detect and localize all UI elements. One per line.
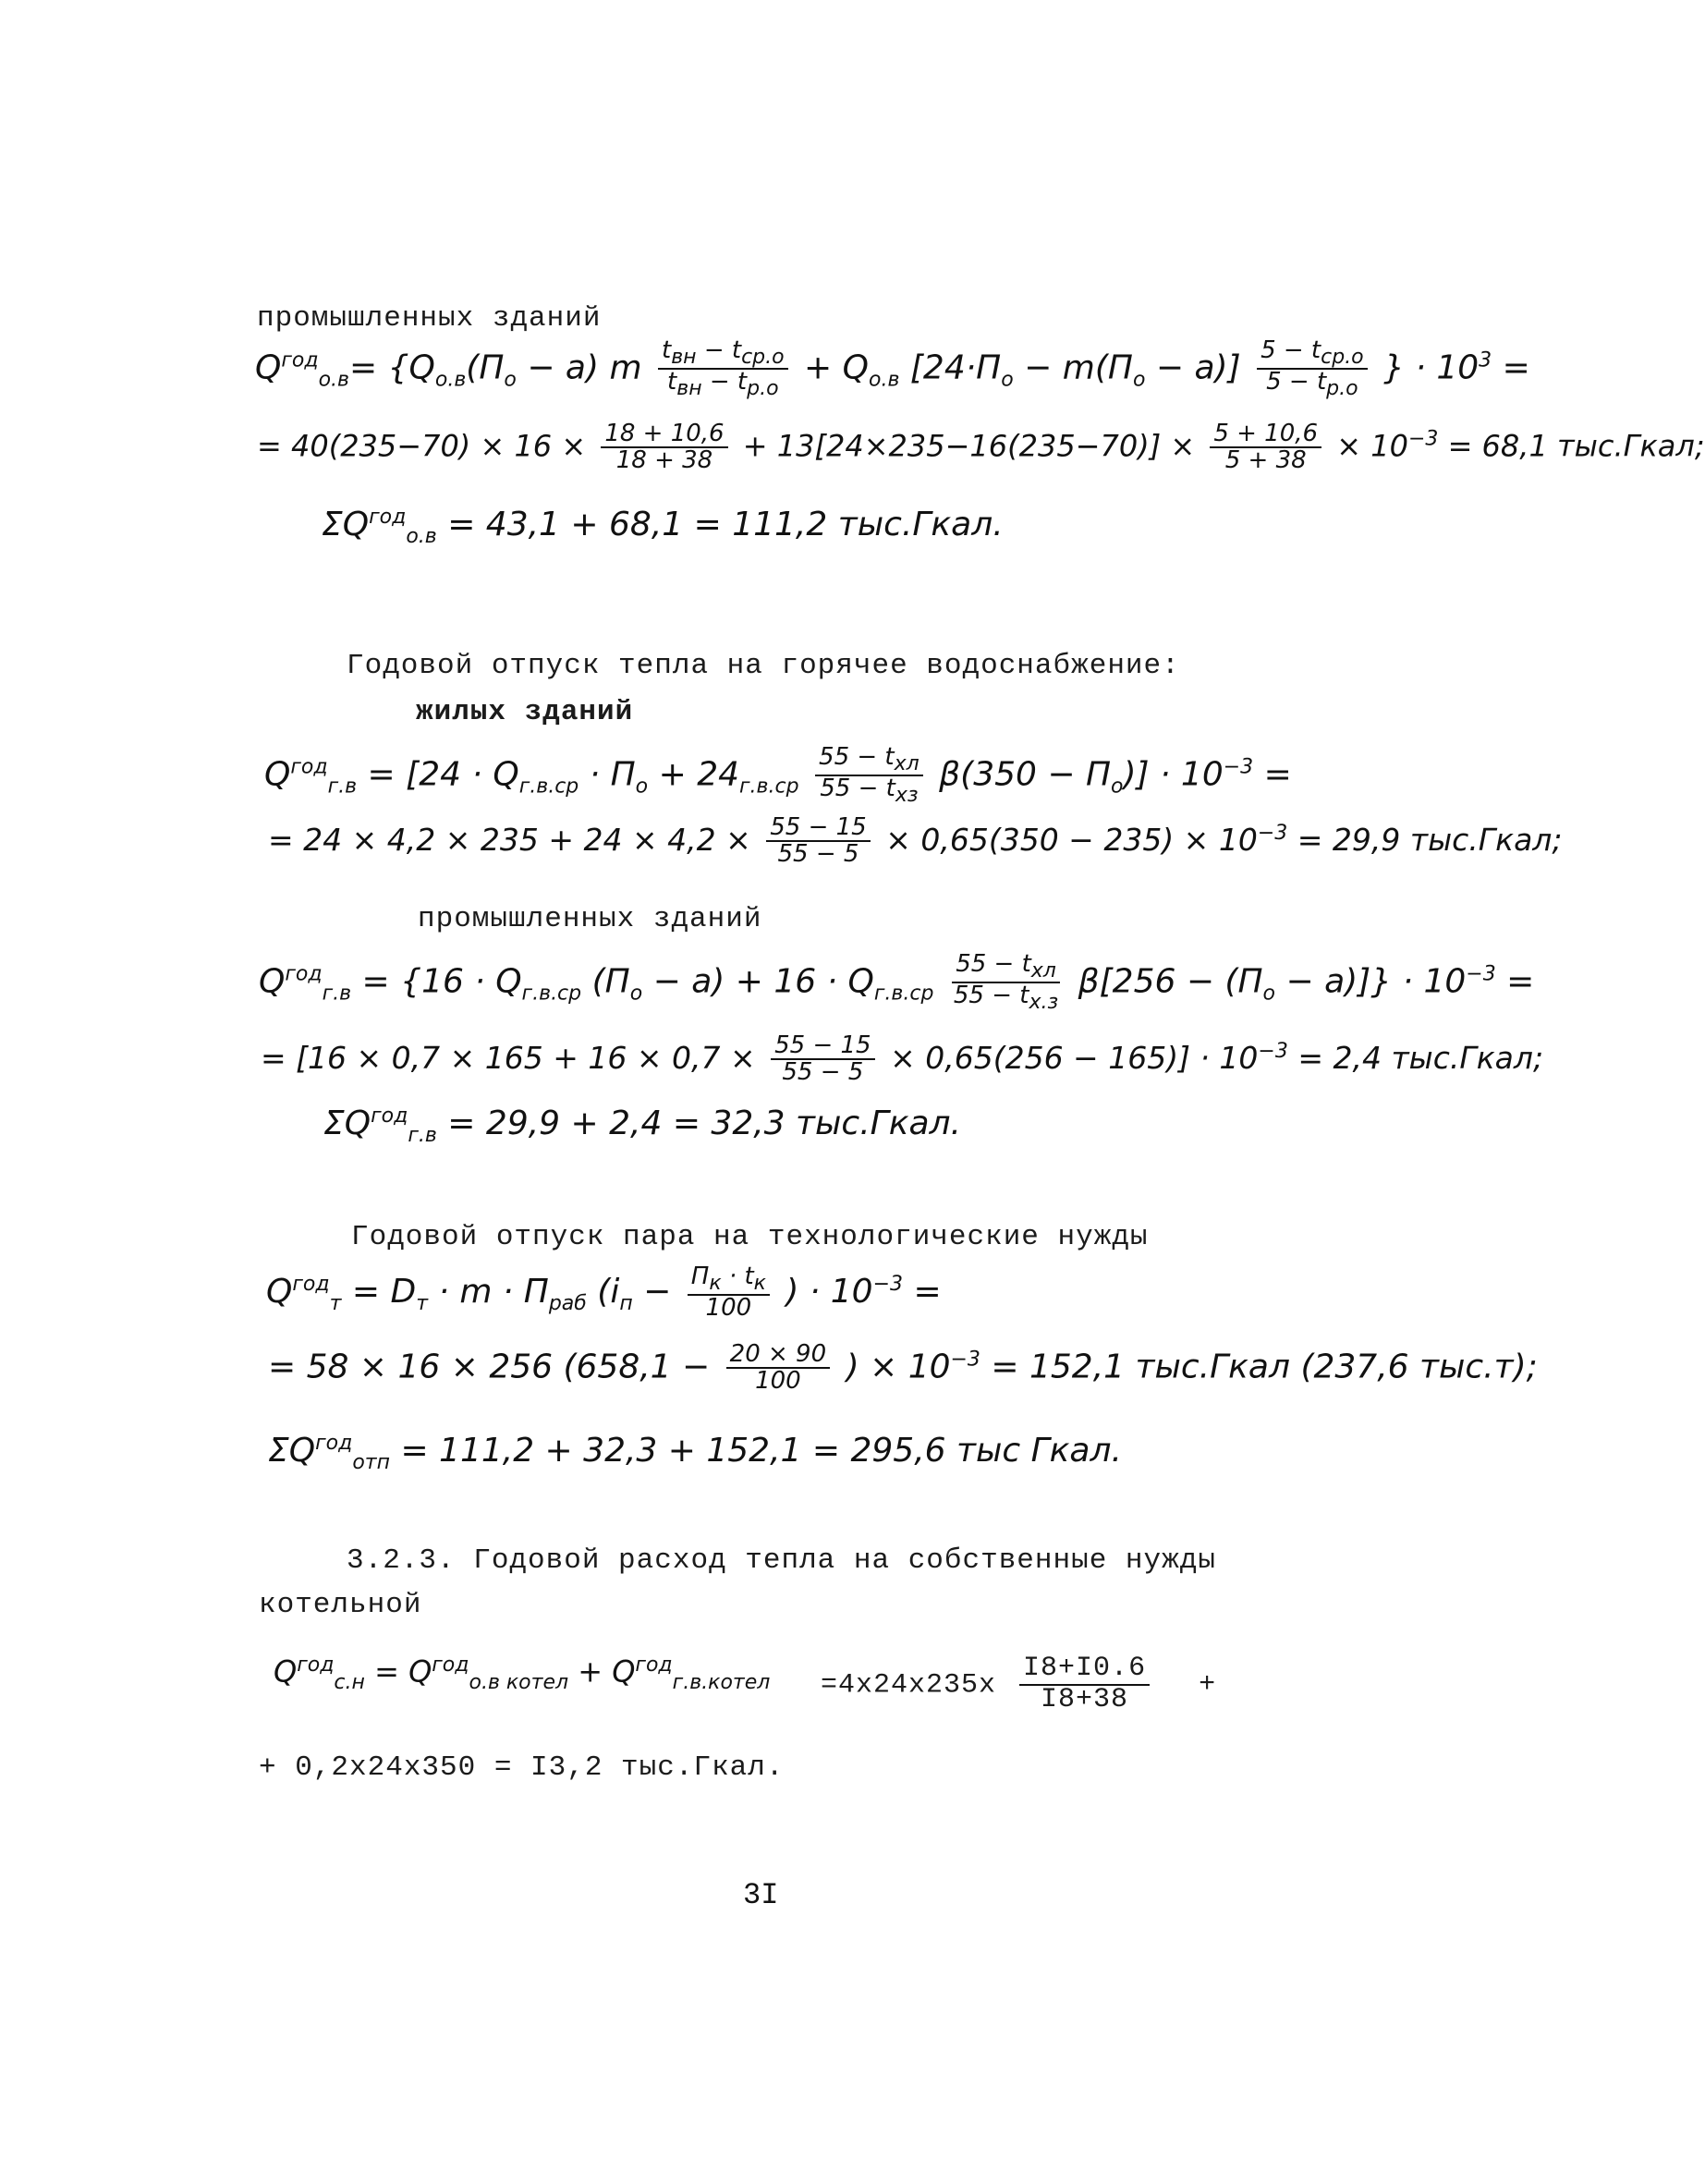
formula-steam: $Q^{год}_т = D_т \cdot m \cdot П_{раб}$ ($i_п$ − $\frac{П_к \cdot t_к}{100}$ ) · $10^{-3}$ = [266,1263,942,1323]
fraction-values-6: $\frac{I8+I0.6}{I8+38}$ [1019,1654,1150,1714]
fraction-values-3: $\frac{55 - 15}{55 - 5}$ [766,815,870,868]
subheading-residential-buildings: жилых зданий [416,696,634,728]
fraction-values-2: $\frac{5 + 10,6}{5 + 38}$ [1210,421,1321,474]
fraction-temperature: $\frac{t_{вн} - t_{ср.о}}{t_{вн} - t_{р.о}}$ [658,338,788,400]
formula-hot-water-industrial-values: = [16 × 0,7 × 165 + 16 × 0,7 × $\frac{55 - 15}{55 - 5}$ × $0,65(256 - 165)] \cdot 10^{-3} = 2,4$ тыс.Гкал; [261,1031,1544,1087]
section-3-2-3-title-cont: котельной [259,1589,422,1621]
fraction-values-1: $\frac{18 + 10,6}{18 + 38}$ [601,421,727,474]
formula-heating-industrial-values: = 40(235−70) × 16 × $\frac{18 + 10,6}{18 + 38}$ + 13[24×235−16(235−70)] × $\frac{5 + 10,6}{5 + 38}$ × $10^{-3} = 68,1$ тыс.Гкал; [257,420,1705,475]
formula-own-needs-result: + 0,2x24x350 = I3,2 тыс.Гкал. [259,1751,785,1784]
subheading-industrial-buildings: промышленных зданий [257,302,602,335]
fraction-temperature-2: $\frac{5 - t_{ср.о}}{5 - t_{р.о}}$ [1257,338,1368,400]
fraction-cold-water: $\frac{55 - t_{хл}}{55 - t_{хз}}$ [815,745,923,807]
formula-hot-water-sum: $\Sigma Q^{год}_{г.в} = 29,9 + 2,4 = 32,3$ тыс.Гкал. [323,1104,961,1148]
formula-heating-industrial: $Q^{год}_{о.в}= \{Q_{о.в}(П_о - a)$ m $\frac{t_{вн} - t_{ср.о}}{t_{вн} - t_{р.о}}$ + $Q_{о.в}$ $[24\cdot П_о - m(П_о - a)]$ $\frac{5 - t_{ср.о}}{5 - t_{р.о}}$ } · $10^3$ = [255,336,1530,401]
subheading-industrial-buildings-2: промышленных зданий [418,903,762,935]
page-number: 3I [743,1878,779,1912]
formula-hot-water-industrial: $Q^{год}_{г.в} = \{16 \cdot Q_{г.в.ср}$ $(П_о - a) + 16 \cdot Q_{г.в.ср}$ $\frac{55 - t_{хл}}{55 - t_{х.з}}$ $\beta[256 - (П_о - a)]\} \cdot 10^{-3}$ = [259,950,1535,1015]
formula-steam-values: = 58 × 16 × 256 (658,1 − $\frac{20 \times 90}{100}$ ) × $10^{-3} = 152,1$ тыс.Гкал (237,6 тыс.т); [268,1340,1538,1396]
formula-own-needs-values: =4x24x235x $\frac{I8+I0.6}{I8+38}$ + [821,1653,1217,1715]
fraction-values-5: $\frac{20 \times 90}{100}$ [726,1342,830,1395]
fraction-condensate: $\frac{П_к \cdot t_к}{100}$ [688,1264,770,1322]
fraction-cold-water-2: $\frac{55 - t_{хл}}{55 - t_{х.з}}$ [953,950,1059,1015]
formula-own-needs: $Q^{год}_{с.н} = Q^{год}_{о.в котел} + Q^{год}_{г.в.котел}$ [274,1653,771,1695]
fraction-values-4: $\frac{55 - 15}{55 - 5}$ [771,1033,874,1086]
formula-heating-sum: $\Sigma Q^{год}_{о.в} = 43,1 + 68,1 = 111,2$ тыс.Гкал. [322,506,1004,549]
formula-hot-water-residential-values: = 24 × 4,2 × 235 + 24 × 4,2 × $\frac{55 - 15}{55 - 5}$ × $0,65(350 - 235) \times 10^{-3} = 29,9$ тыс.Гкал; [268,813,1563,869]
formula-total-output: $\Sigma Q^{год}_{отп} = 111,2 + 32,3 + 152,1 = 295,6$ тыс Гкал. [268,1432,1122,1475]
steam-heading: Годовой отпуск пара на технологические нужды [351,1221,1149,1253]
section-3-2-3-title: 3.2.3. Годовой расход тепла на собственные нужды [347,1544,1216,1577]
formula-hot-water-residential: $Q^{год}_{г.в} = [24 \cdot Q_{г.в.ср} \cdot П_о + 24_{г.в.ср}$ $\frac{55 - t_{хл}}{55 - t_{хз}}$ $\beta(350 - П_о)] \cdot 10^{-3}$ = [264,743,1292,808]
hot-water-heading: Годовой отпуск тепла на горячее водоснабжение: [347,650,1180,682]
